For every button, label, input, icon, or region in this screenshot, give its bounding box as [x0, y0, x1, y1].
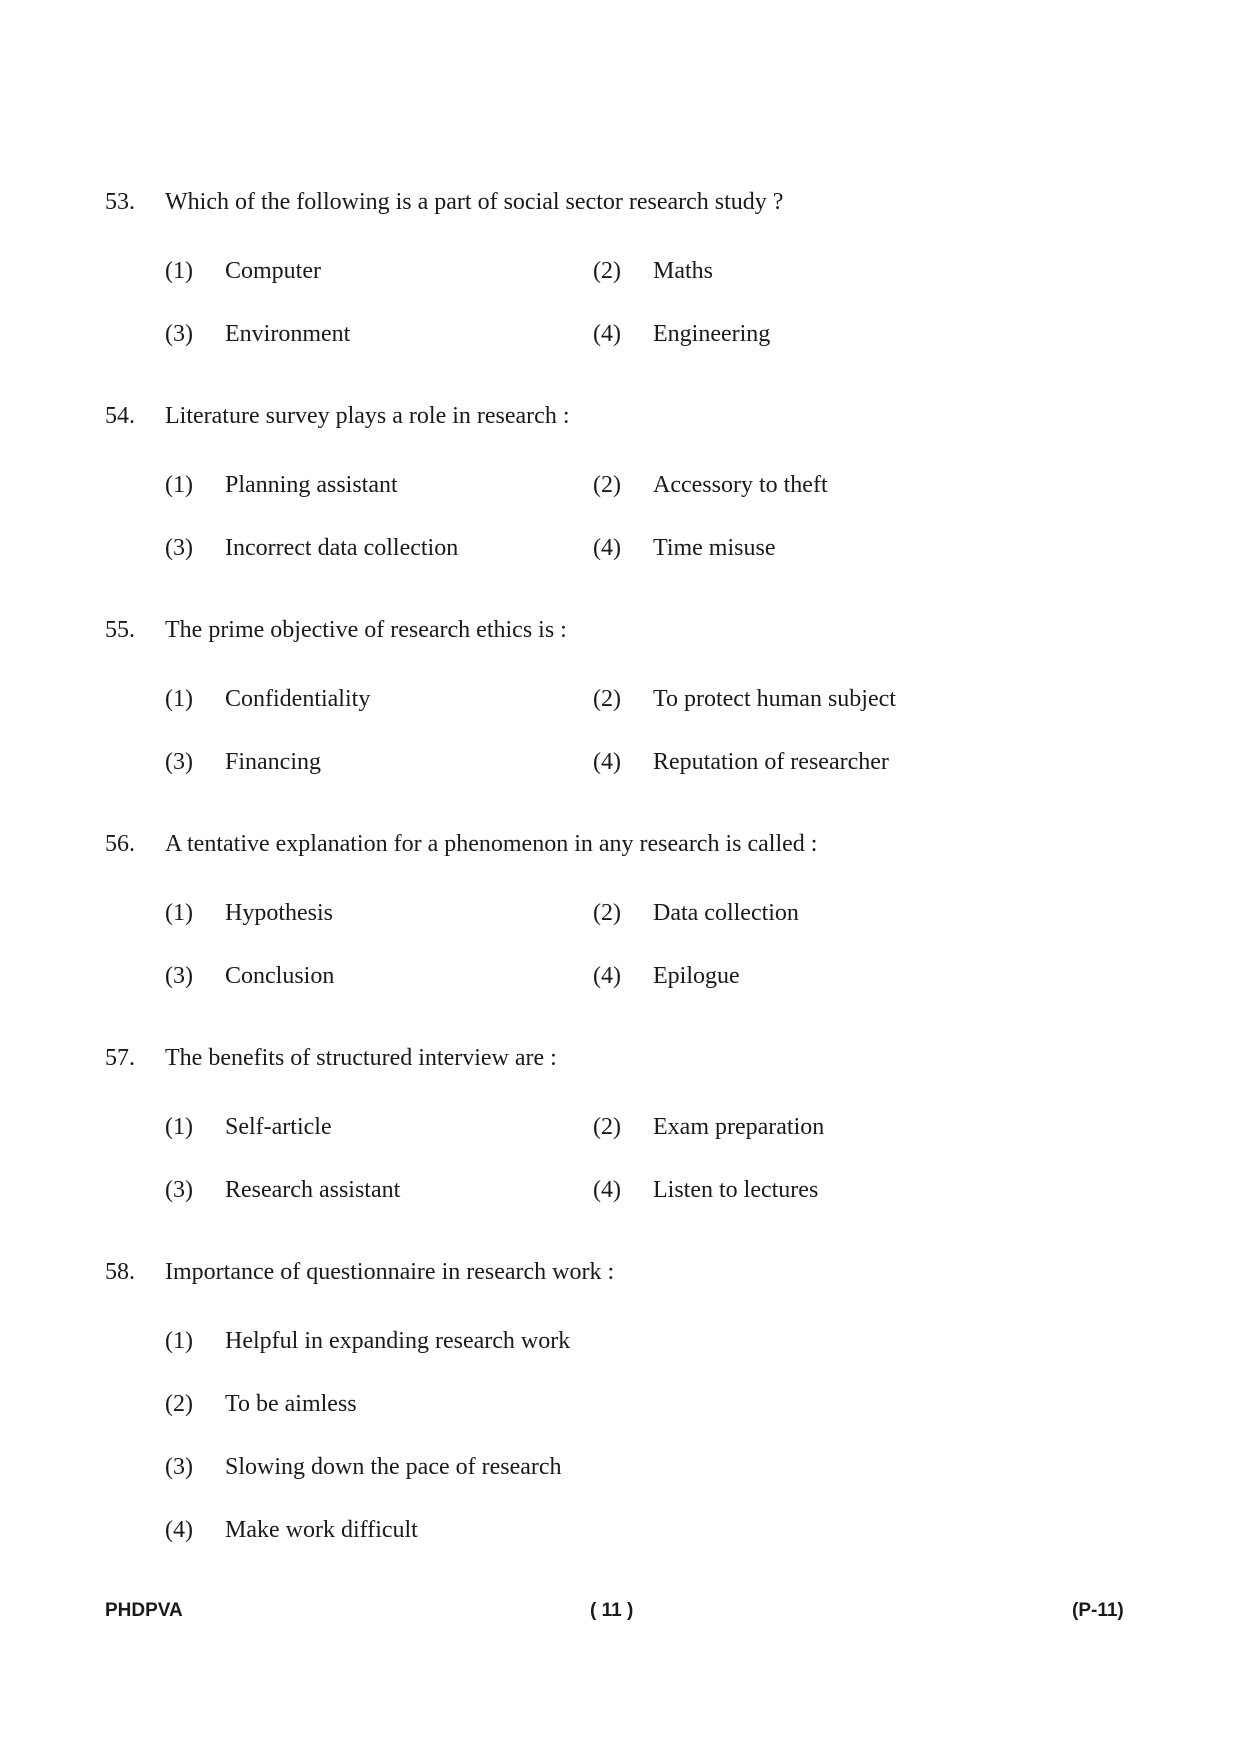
option-label: (2): [593, 472, 621, 498]
option-label: (4): [593, 1177, 621, 1203]
option-label: (1): [165, 1328, 193, 1354]
option-label: (2): [165, 1391, 193, 1417]
question-number: 54.: [105, 403, 135, 429]
question-number: 57.: [105, 1045, 135, 1071]
option-label: (3): [165, 963, 193, 989]
question-text: Which of the following is a part of social sector research study ?: [165, 189, 784, 215]
option-text: Engineering: [653, 321, 771, 347]
option-label: (4): [165, 1517, 193, 1543]
question-text: Importance of questionnaire in research work :: [165, 1259, 615, 1285]
option-text: Environment: [225, 321, 351, 347]
question-text: The benefits of structured interview are :: [165, 1045, 557, 1071]
option-label: (4): [593, 535, 621, 561]
option-text: Research assistant: [225, 1177, 401, 1203]
option-text: Make work difficult: [225, 1517, 418, 1543]
option-text: Data collection: [653, 900, 799, 926]
option-label: (3): [165, 321, 193, 347]
option-text: Slowing down the pace of research: [225, 1454, 562, 1480]
option-label: (2): [593, 900, 621, 926]
question-number: 53.: [105, 189, 135, 215]
option-text: Epilogue: [653, 963, 740, 989]
option-text: Financing: [225, 749, 321, 775]
option-label: (1): [165, 900, 193, 926]
question-text: Literature survey plays a role in research :: [165, 403, 570, 429]
option-label: (2): [593, 258, 621, 284]
option-text: Time misuse: [653, 535, 776, 561]
option-text: To protect human subject: [653, 686, 896, 712]
option-label: (4): [593, 749, 621, 775]
question-number: 56.: [105, 831, 135, 857]
option-text: Maths: [653, 258, 713, 284]
option-label: (3): [165, 535, 193, 561]
option-text: Self-article: [225, 1114, 332, 1140]
option-text: Planning assistant: [225, 472, 398, 498]
option-label: (1): [165, 258, 193, 284]
option-text: Hypothesis: [225, 900, 333, 926]
question-text: The prime objective of research ethics is :: [165, 617, 567, 643]
footer-set-code: (P-11): [1072, 1600, 1124, 1621]
option-text: Confidentiality: [225, 686, 371, 712]
question-number: 58.: [105, 1259, 135, 1285]
option-label: (2): [593, 686, 621, 712]
option-text: Exam preparation: [653, 1114, 825, 1140]
option-text: Computer: [225, 258, 321, 284]
option-label: (3): [165, 1454, 193, 1480]
question-text: A tentative explanation for a phenomenon in any research is called :: [165, 831, 818, 857]
footer-page-number: ( 11 ): [590, 1600, 634, 1621]
option-text: Incorrect data collection: [225, 535, 459, 561]
option-label: (1): [165, 472, 193, 498]
option-text: Accessory to theft: [653, 472, 828, 498]
option-text: Helpful in expanding research work: [225, 1328, 571, 1354]
option-text: Conclusion: [225, 963, 335, 989]
option-text: Reputation of researcher: [653, 749, 889, 775]
option-label: (1): [165, 686, 193, 712]
option-label: (3): [165, 1177, 193, 1203]
option-label: (1): [165, 1114, 193, 1140]
footer-code: PHDPVA: [105, 1600, 183, 1621]
option-text: To be aimless: [225, 1391, 357, 1417]
option-label: (4): [593, 963, 621, 989]
option-label: (3): [165, 749, 193, 775]
option-label: (2): [593, 1114, 621, 1140]
question-number: 55.: [105, 617, 135, 643]
option-text: Listen to lectures: [653, 1177, 819, 1203]
option-label: (4): [593, 321, 621, 347]
